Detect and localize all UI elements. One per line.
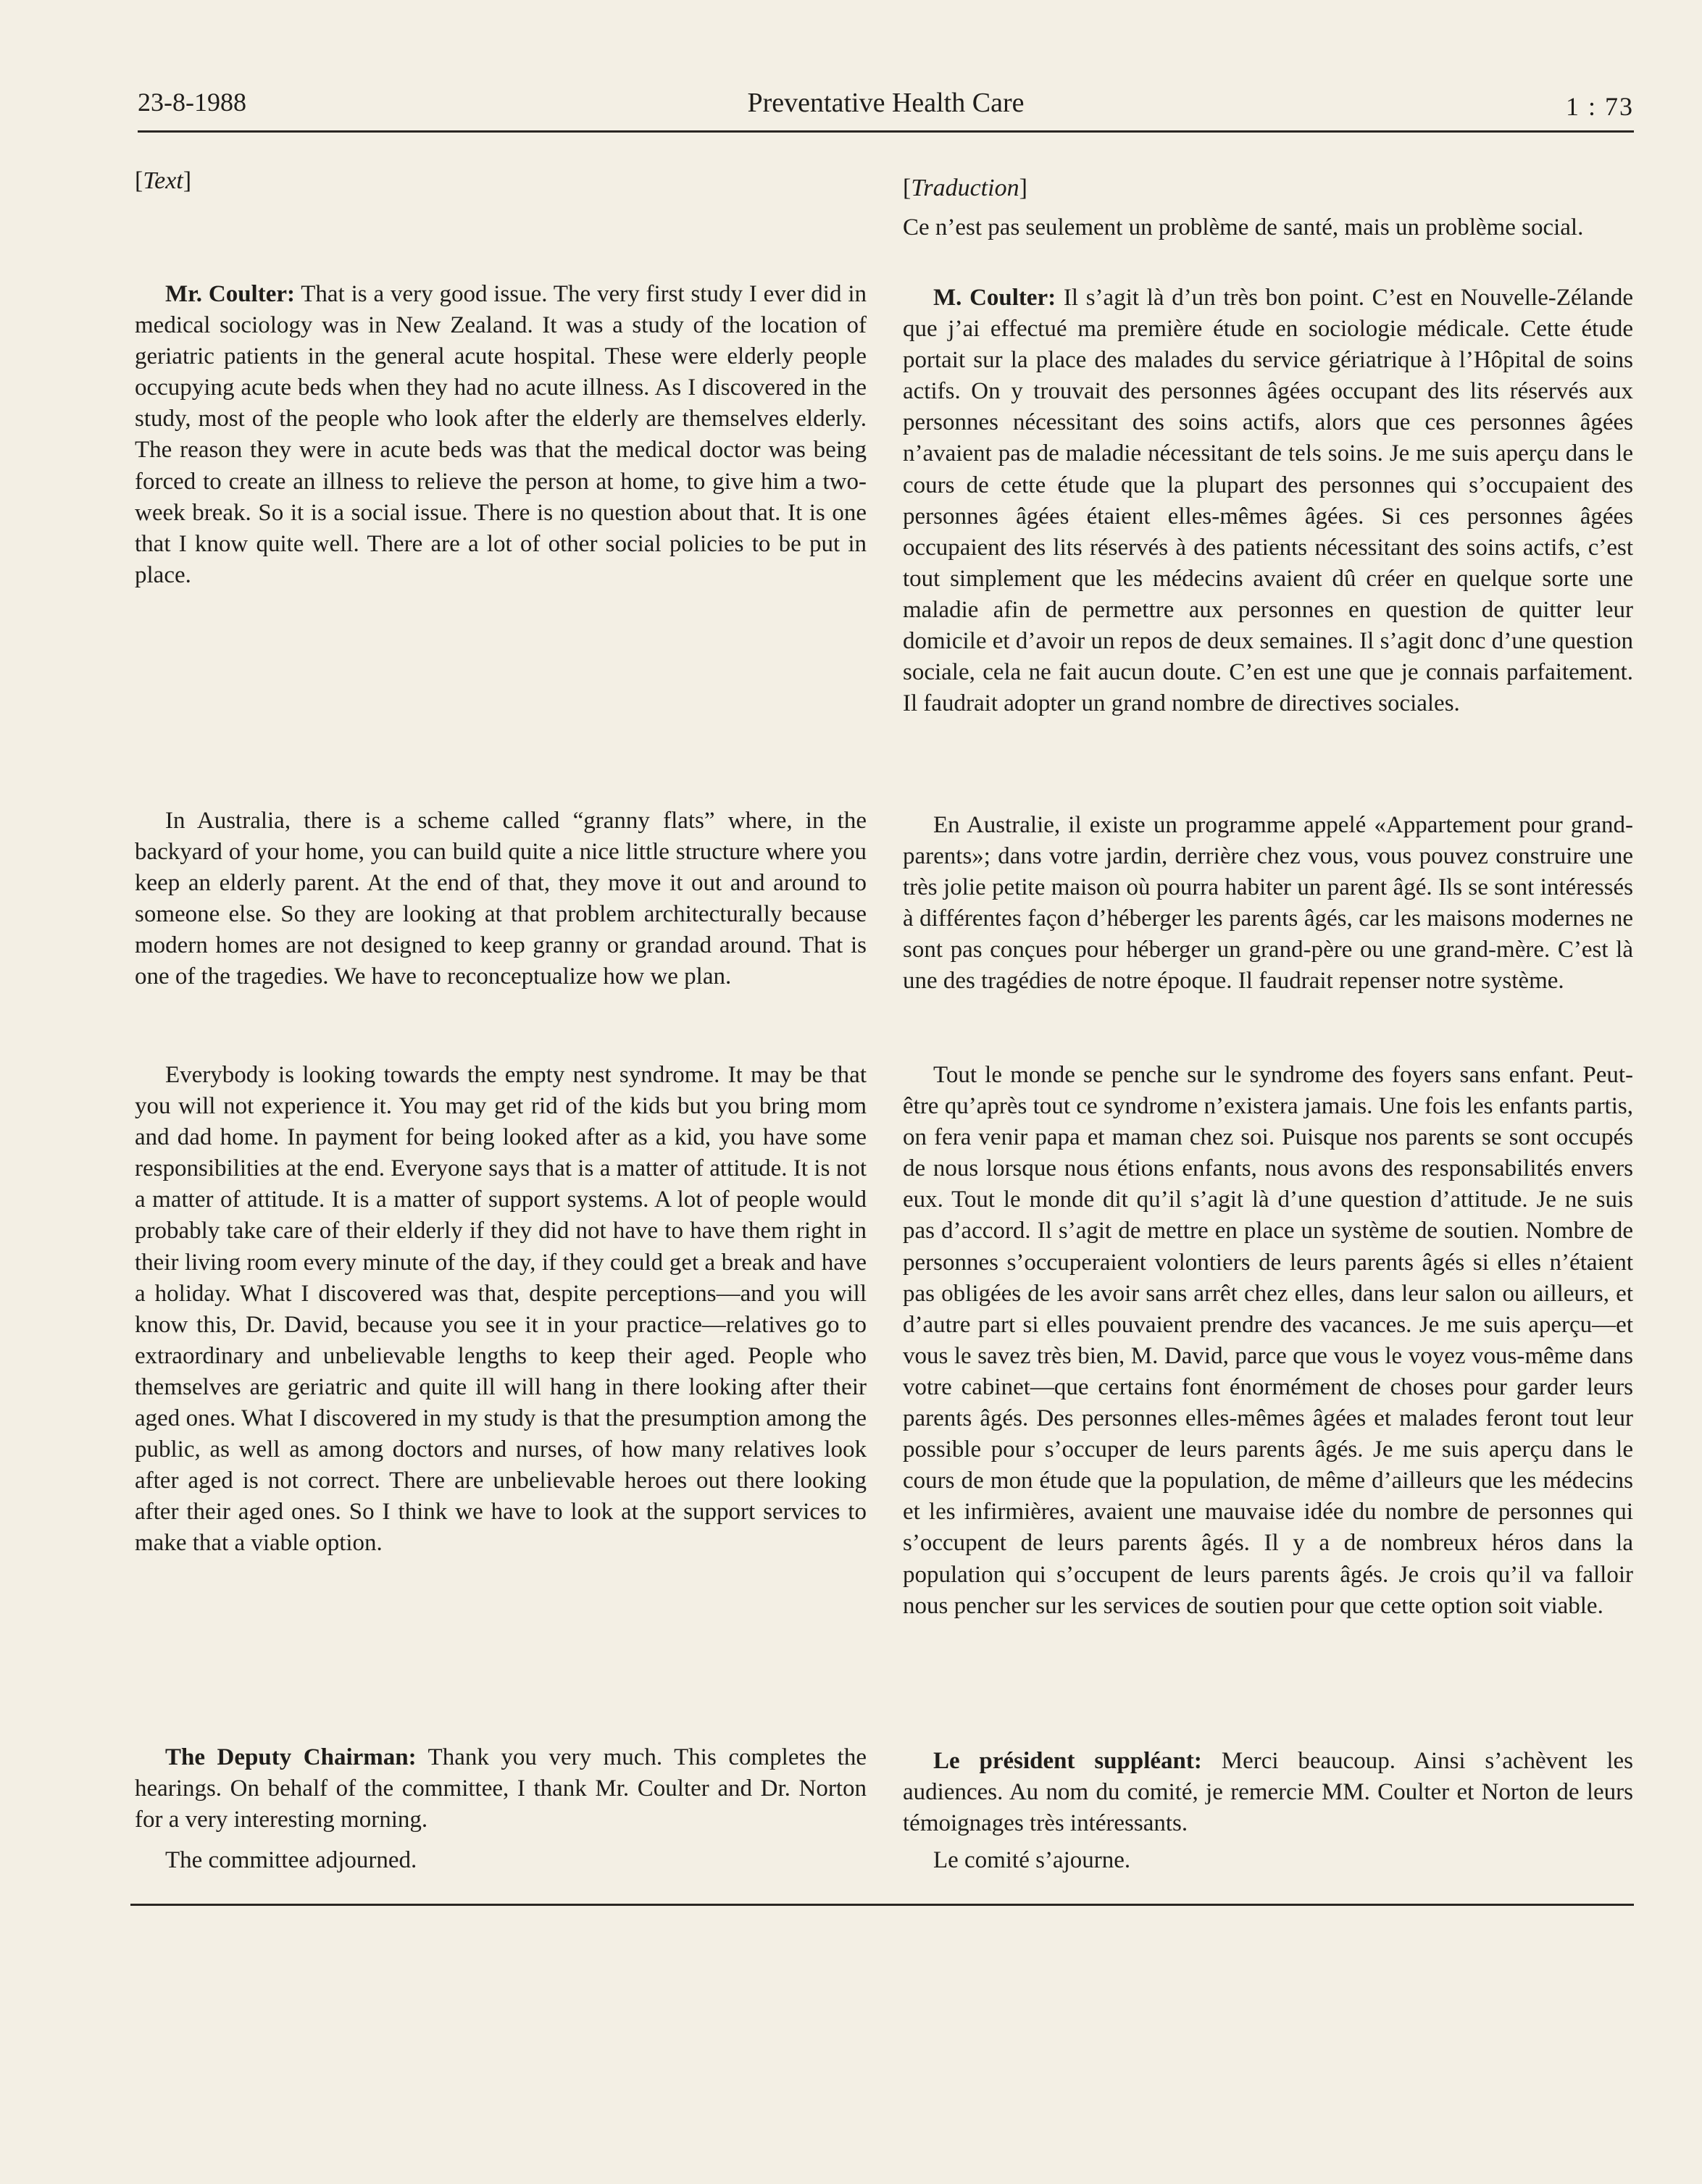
paragraph-text: That is a very good issue. The very first study I ever did in medical sociology was in New Zealand. It was a study of the location of geriatric patients in the general acute hospital. These were elderly people occupying acute beds when they had no acute illness. As I discovered in the study, most of the people who look after the elderly are themselves elderly. The reason they were in acute beds was that the medical doctor was being forced to create an illness to relieve the person at home, to give him a two-week break. So it is a social issue. There is no question about that. It is one that I know quite well. There are a lot of other social policies to be put in place.: [135, 281, 867, 588]
english-paragraph-5: [135, 1845, 867, 1876]
paragraph-text: Merci beaucoup. Ainsi s’achèvent les audiences. Au nom du comité, je remercie MM. Coulter et Norton de leurs témoignages très intéressants.: [903, 1748, 1633, 1837]
header-date: 23-8-1988: [138, 88, 246, 117]
french-paragraph-5: [903, 1845, 1633, 1876]
english-paragraph-2: [135, 806, 867, 993]
paragraph-text: Tout le monde se penche sur le syndrome des foyers sans enfant. Peut-être qu’après tout ce syndrome n’existera jamais. Une fois les enfants partis, on fera venir papa et maman chez soi. Puisque nos parents se sont occupés de nous lorsque nous étions enfants, nous avons des responsabilités envers eux. Tout le monde dit qu’il s’agit là d’une question d’attitude. Je ne suis pas d’accord. Il s’agit de mettre en place un système de soutien. Nombre de personnes s’occuperaient volontiers de leurs parents âgés si elles n’étaient pas obligées de les avoir sans arrêt chez elles, dans leur salon ou ailleurs, et d’autre part si elles pouvaient prendre des vacances. Je me suis aperçu—et vous le savez très bien, M. David, parce que vous le voyez vous-même dans votre cabinet—que certains font énormément de choses pour garder leurs parents âgés. Des personnes elles-mêmes âgées et malades feront tout leur possible pour s’occuper de leurs parents âgés. Je me suis aperçu dans le cours de mon étude que la population, de même d’ailleurs que les médecins et les infirmières, avaient une mauvaise idée du nombre de personnes qui s’occupent de leurs parents âgés. Il y a de nombreux héros dans la population qui s’occupent de leurs parents âgés. Je crois qu’il va falloir nous pencher sur les services de soutien pour que cette option soit viable.: [903, 1062, 1633, 1619]
french-paragraph-4: [903, 1746, 1633, 1839]
french-tag-text: Traduction: [911, 175, 1019, 201]
header-rule: [138, 130, 1634, 133]
english-paragraph-4: [135, 1742, 867, 1836]
french-tag: [Traduction]: [903, 175, 1027, 201]
footer-rule: [130, 1904, 1634, 1906]
paragraph-text: Le comité s’ajourne.: [933, 1847, 1131, 1873]
english-paragraph-3: [135, 1060, 867, 1560]
paragraph-text: The committee adjourned.: [165, 1847, 417, 1873]
paragraph-text: En Australie, il existe un programme appelé «Appartement pour grand-parents»; dans votre jardin, derrière chez vous, vous pouvez construire une très jolie petite maison où pourra habiter un parent âgé. Ils se sont intéressés à différentes façon d’héberger les parents âgés, car les maisons modernes ne sont pas conçues pour héberger un grand-père ou une grand-mère. C’est là une des tragédies de notre époque. Il faudrait repenser notre système.: [903, 812, 1633, 995]
speaker-label: Le président suppléant:: [933, 1748, 1202, 1774]
speaker-label: Mr. Coulter:: [165, 281, 295, 307]
paragraph-text: In Australia, there is a scheme called “granny flats” where, in the backyard of your home, you can build quite a nice little structure where you keep an elderly parent. At the end of that, they move it out and around to someone else. So they are looking at that problem architecturally because modern homes are not designed to keep granny or grandad around. That is one of the tragedies. We have to reconceptualize how we plan.: [135, 808, 867, 990]
english-tag-text: Text: [143, 167, 183, 194]
english-paragraph-1: [135, 279, 867, 591]
running-header: [138, 87, 1634, 130]
french-paragraph-0: [903, 212, 1633, 243]
speaker-label: The Deputy Chairman:: [165, 1744, 417, 1770]
speaker-label: M. Coulter:: [933, 285, 1056, 311]
french-paragraph-2: [903, 810, 1633, 997]
english-tag: [Text]: [135, 167, 192, 194]
header-title: Preventative Health Care: [747, 88, 1025, 118]
french-paragraph-1: [903, 283, 1633, 719]
french-paragraph-3: [903, 1060, 1633, 1622]
paragraph-text: Ce n’est pas seulement un problème de santé, mais un problème social.: [903, 214, 1584, 240]
paragraph-text: Everybody is looking towards the empty nest syndrome. It may be that you will not experience it. You may get rid of the kids but you bring mom and dad home. In payment for being looked after as a kid, you have some responsibilities at the end. Everyone says that is a matter of attitude. It is not a matter of attitude. It is a matter of support systems. A lot of people would probably take care of their elderly if they did not have to have them right in their living room every minute of the day, if they could get a break and have a holiday. What I discovered was that, despite perceptions—and you will know this, Dr. David, because you see it in your practice—relatives go to extraordinary and unbelievable lengths to keep their aged. People who themselves are geriatric and quite ill will hang in there looking after their aged ones. What I discovered in my study is that the presumption among the public, as well as among doctors and nurses, of how many relatives look after aged is not correct. There are unbelievable heroes out there looking after their aged ones. So I think we have to look at the support services to make that a viable option.: [135, 1062, 867, 1557]
header-page-number: 1 : 73: [1565, 92, 1634, 121]
paragraph-text: Thank you very much. This completes the hearings. On behalf of the committee, I thank Mr. Coulter and Dr. Norton for a very interesting morning.: [135, 1744, 867, 1833]
paragraph-text: Il s’agit là d’un très bon point. C’est en Nouvelle-Zélande que j’ai effectué ma première étude en sociologie médicale. Cette étude portait sur la place des malades du service gériatrique à l’Hôpital de soins actifs. On y trouvait des personnes âgées occupant des lits réservés aux personnes nécessitant des soins actifs, alors que ces personnes âgées n’avaient pas de maladie nécessitant de tels soins. Je me suis aperçu dans le cours de cette étude que la plupart des personnes qui s’occupaient des personnes âgées étaient elles-mêmes âgées. Si ces personnes âgées occupaient des lits réservés à des patients nécessitant des soins actifs, c’est tout simplement que les médecins avaient dû créer en quelque sorte une maladie afin de permettre aux personnes en question de quitter leur domicile et d’avoir un repos de deux semaines. Il s’agit donc d’une question sociale, cela ne fait aucun doute. C’en est une que je connais parfaitement. Il faudrait adopter un grand nombre de directives sociales.: [903, 285, 1633, 717]
